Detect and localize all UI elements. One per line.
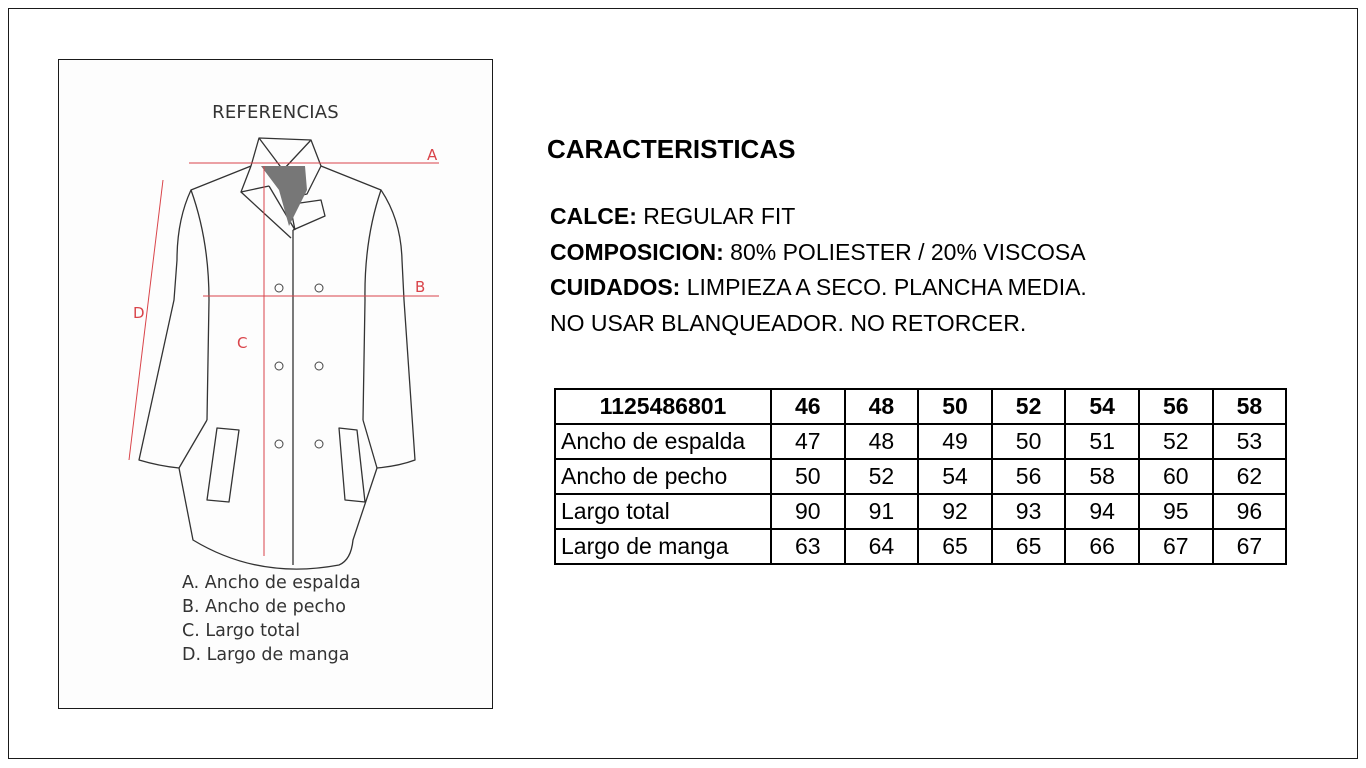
table-cell: 54 [918, 459, 992, 494]
product-code: 1125486801 [555, 389, 771, 424]
table-cell: 90 [771, 494, 845, 529]
table-cell: 50 [771, 459, 845, 494]
marker-d: D [133, 304, 145, 322]
table-cell: 51 [1065, 424, 1139, 459]
size-header: 50 [918, 389, 992, 424]
calce-value: REGULAR FIT [643, 203, 796, 229]
row-label: Largo total [555, 494, 771, 529]
table-cell: 52 [1139, 424, 1213, 459]
cuidados-value: LIMPIEZA A SECO. PLANCHA MEDIA. [686, 274, 1087, 300]
size-header: 52 [992, 389, 1066, 424]
table-row [555, 494, 1286, 529]
size-header: 54 [1065, 389, 1139, 424]
table-cell: 92 [918, 494, 992, 529]
table-row [555, 529, 1286, 564]
table-header-row [555, 389, 1286, 424]
table-cell: 91 [845, 494, 919, 529]
composicion-line [550, 235, 1087, 271]
table-cell: 96 [1213, 494, 1287, 529]
table-cell: 95 [1139, 494, 1213, 529]
table-cell: 67 [1139, 529, 1213, 564]
cuidados-line [550, 270, 1087, 306]
size-table [554, 388, 1287, 565]
table-cell: 62 [1213, 459, 1287, 494]
calce-line [550, 199, 1087, 235]
table-cell: 47 [771, 424, 845, 459]
table-cell: 64 [845, 529, 919, 564]
table-row [555, 424, 1286, 459]
table-row [555, 459, 1286, 494]
row-label: Largo de manga [555, 529, 771, 564]
legend-item: A. Ancho de espalda [182, 573, 361, 593]
cuidados-line-2: NO USAR BLANQUEADOR. NO RETORCER. [550, 309, 1027, 336]
table-cell: 60 [1139, 459, 1213, 494]
table-cell: 94 [1065, 494, 1139, 529]
references-legend [182, 571, 361, 667]
size-header: 46 [771, 389, 845, 424]
legend-item: C. Largo total [182, 621, 301, 641]
table-cell: 63 [771, 529, 845, 564]
table-cell: 48 [845, 424, 919, 459]
size-header: 58 [1213, 389, 1287, 424]
table-cell: 66 [1065, 529, 1139, 564]
table-cell: 49 [918, 424, 992, 459]
composicion-label: COMPOSICION: [550, 238, 724, 265]
table-cell: 50 [992, 424, 1066, 459]
references-title: REFERENCIAS [212, 102, 339, 123]
table-cell: 93 [992, 494, 1066, 529]
table-cell: 52 [845, 459, 919, 494]
table-cell: 53 [1213, 424, 1287, 459]
size-header: 56 [1139, 389, 1213, 424]
legend-item: B. Ancho de pecho [182, 597, 346, 617]
characteristics-title: CARACTERISTICAS [547, 134, 796, 164]
table-cell: 58 [1065, 459, 1139, 494]
characteristics-list [550, 199, 1087, 341]
legend-item: D. Largo de manga [182, 645, 350, 665]
table-cell: 65 [992, 529, 1066, 564]
table-cell: 65 [918, 529, 992, 564]
marker-c: C [237, 334, 248, 352]
cuidados-label: CUIDADOS: [550, 274, 681, 300]
references-panel [58, 59, 493, 709]
coat-illustration [119, 130, 439, 570]
calce-label: CALCE: [550, 203, 637, 229]
marker-a: A [427, 146, 438, 164]
marker-b: B [415, 278, 426, 296]
composicion-value: 80% POLIESTER / 20% VISCOSA [730, 238, 1086, 265]
row-label: Ancho de espalda [555, 424, 771, 459]
table-cell: 67 [1213, 529, 1287, 564]
row-label: Ancho de pecho [555, 459, 771, 494]
table-cell: 56 [992, 459, 1066, 494]
size-header: 48 [845, 389, 919, 424]
